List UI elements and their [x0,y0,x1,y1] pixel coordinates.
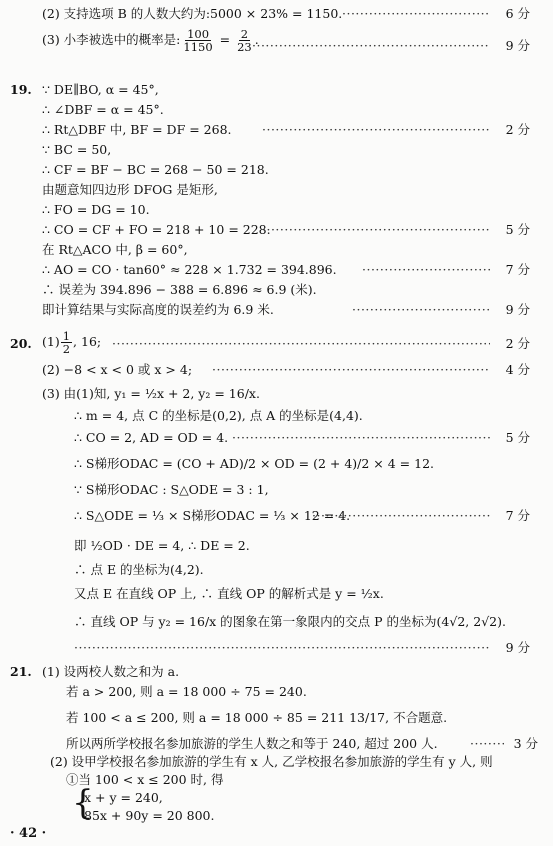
fraction-half: $\frac{1}{2}$ [62,329,71,356]
score-label: 5 分 [505,430,530,445]
solution-line: 所以两所学校报名参加旅游的学生人数之和等于 240, 超过 200 人. [66,736,438,751]
solution-line: ∴ m = 4, 点 C 的坐标是(0,2), 点 A 的坐标是(4,4). [74,408,363,423]
score-label: 2 分 [505,336,530,351]
problem-number-21: 21. [10,664,32,679]
solution-line: (1) 设两校人数之和为 a. [42,664,180,679]
solution-line: (2) −8 < x < 0 或 x > 4; [42,362,193,377]
solution-line: ∴ CO = 2, AD = OD = 4. [74,430,229,445]
solution-line: (3) 由(1)知, y₁ = ½x + 2, y₂ = 16/x. [42,386,260,401]
leader-dots [312,508,490,524]
leader-dots [74,640,490,656]
leader-dots [252,38,490,54]
score-label: 7 分 [505,262,530,277]
solution-line: ①当 100 < x ≤ 200 时, 得 [66,772,224,787]
leader-dots [362,262,490,278]
leader-dots [262,122,490,138]
solution-line: 若 a > 200, 则 a = 18 000 ÷ 75 = 240. [66,684,307,699]
solution-line: ∵ DE∥BO, α = 45°, [42,82,159,97]
line-2-support-b: (2) 支持选项 B 的人数大约为:5000 × 23% = 1150. [42,6,343,21]
solution-line: ∴ Rt△DBF 中, BF = DF = 268. [42,122,232,137]
leader-dots [232,430,490,446]
solution-line: ∴ AO = CO · tan60° ≈ 228 × 1.732 = 394.896. [42,262,337,277]
solution-line: ∴ ∠DBF = α = 45°. [42,102,164,117]
leader-dots [470,736,504,752]
leader-dots [342,6,490,22]
score-label: 9 分 [505,302,530,317]
score-label: 2 分 [505,122,530,137]
problem-number-19: 19. [10,82,32,97]
fraction: $\frac{2}{23}$ [237,27,252,54]
solution-line: ∴ FO = DG = 10. [42,202,150,217]
solution-line: ∴ 点 E 的坐标为(4,2). [74,562,204,577]
problem-number-20: 20. [10,336,32,351]
fraction: $\frac{100}{1150}$ [183,27,213,54]
solution-line: 即 ½OD · DE = 4, ∴ DE = 2. [74,538,250,553]
page-number: · 42 · [10,826,47,841]
leader-dots [112,336,490,352]
solution-line: ∴ CO = CF + FO = 218 + 10 = 228. [42,222,271,237]
probability-prefix: (3) 小李被选中的概率是: [42,32,181,47]
equation-line: 85x + 90y = 20 800. [84,808,215,823]
solution-line: 若 100 < a ≤ 200, 则 a = 18 000 ÷ 85 = 211 13/17, 不合题意. [66,710,448,725]
solution-line: (2) 设甲学校报名参加旅游的学生有 x 人, 乙学校报名参加旅游的学生有 y 人, 则 [50,754,493,769]
solution-line-20-1: (1) $\frac{1}{2}$ , 16; [42,329,102,356]
solution-line: ∴ 直线 OP 与 y₂ = 16/x 的图象在第一象限内的交点 P 的坐标为(4√2, 2√2). [74,614,506,629]
solution-line: 又点 E 在直线 OP 上, ∴ 直线 OP 的解析式是 y = ½x. [74,586,384,601]
solution-line: ∵ BC = 50, [42,142,112,157]
score-label: 5 分 [505,222,530,237]
solution-line: 由题意知四边形 DFOG 是矩形, [42,182,218,197]
solution-line: 即计算结果与实际高度的误差约为 6.9 米. [42,302,274,317]
score-label: 9 分 [505,640,530,655]
solution-line: ∴ S梯形ODAC = (CO + AD)/2 × OD = (2 + 4)/2 × 4 = 12. [74,456,434,471]
line-3-probability: (3) 小李被选中的概率是: $\frac{100}{1150}$ = $\frac{2}{23}$ . [42,27,259,54]
score-label: 3 分 [513,736,538,751]
equation-line: x + y = 240, [84,790,163,805]
score-label: 7 分 [505,508,530,523]
solution-line: ∵ S梯形ODAC : S△ODE = 3 : 1, [74,482,269,497]
score-label: 9 分 [505,38,530,53]
solution-line: 在 Rt△ACO 中, β = 60°, [42,242,188,257]
leader-dots [352,302,490,318]
solution-line: ∴ 误差为 394.896 − 388 = 6.896 ≈ 6.9 (米). [42,282,317,297]
solution-line: ∴ CF = BF − BC = 268 − 50 = 218. [42,162,269,177]
score-label: 4 分 [505,362,530,377]
leader-dots [212,362,490,378]
score-label: 6 分 [505,6,530,21]
equation-brace: { [72,783,94,823]
solution-line: ∴ S△ODE = ⅓ × S梯形ODAC = ⅓ × 12 = 4. [74,508,351,523]
leader-dots [262,222,490,238]
